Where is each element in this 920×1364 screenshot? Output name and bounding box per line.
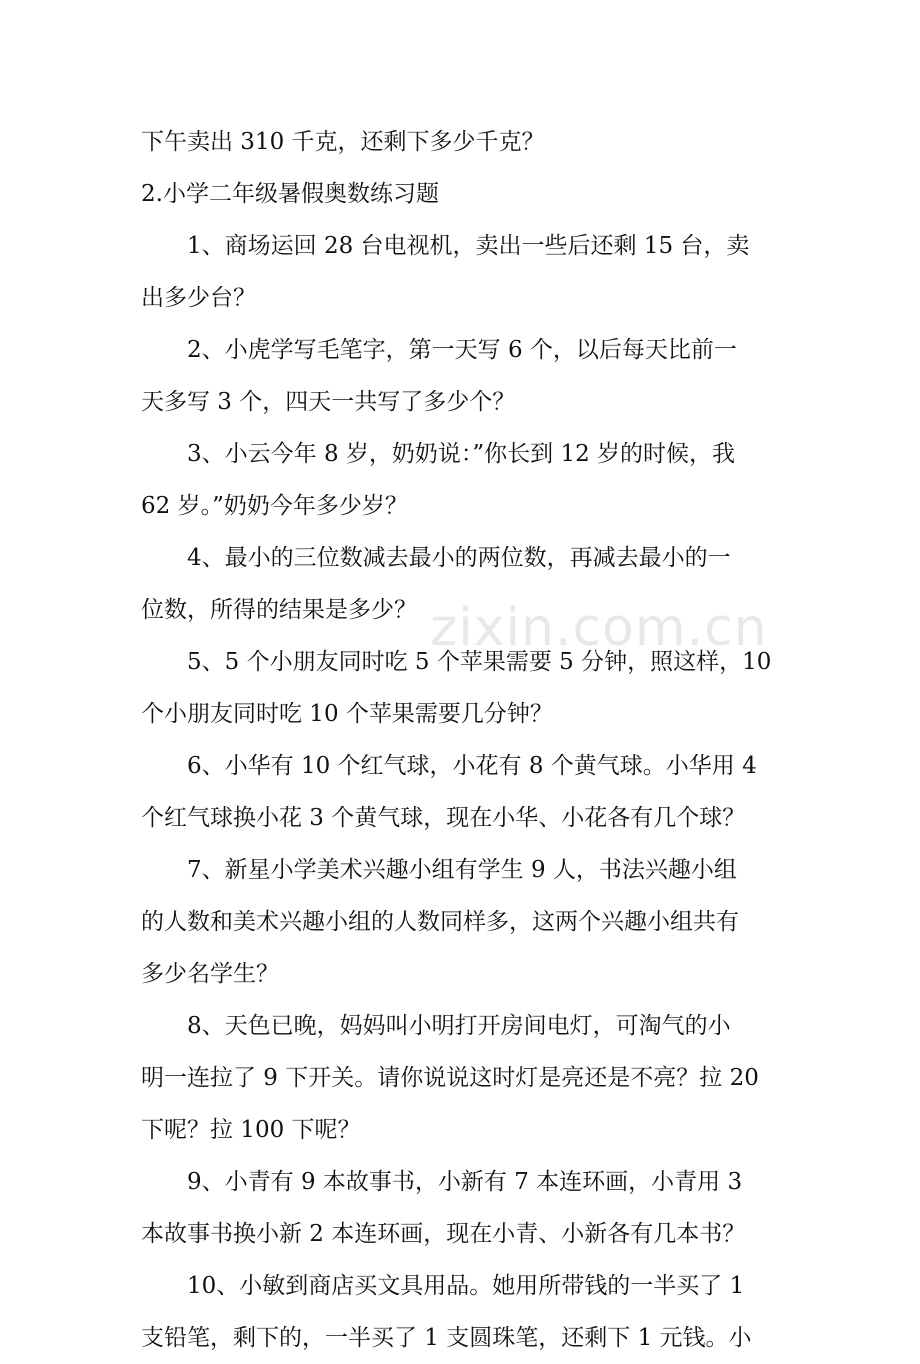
question-4 <box>141 532 789 636</box>
question-2-line-1: 2、小虎学写毛笔字，第一天写 6 个，以后每天比前一 <box>187 337 737 363</box>
question-5-line-2: 个小朋友同时吃 10 个苹果需要几分钟？ <box>141 701 553 727</box>
continued-line: 下午卖出 310 千克，还剩下多少千克？ <box>141 129 545 155</box>
question-3-line-2: 62 岁。”奶奶今年多少岁？ <box>141 493 408 519</box>
question-7-line-3: 多少名学生？ <box>141 961 279 987</box>
question-9-line-1: 9、小青有 9 本故事书，小新有 7 本连环画，小青用 3 <box>187 1169 743 1195</box>
watermark: zixin.com.cn <box>430 598 768 658</box>
question-8-line-3: 下呢？拉 100 下呢？ <box>141 1117 361 1143</box>
question-9 <box>141 1156 789 1260</box>
question-1-line-2: 出多少台？ <box>141 285 256 311</box>
section-heading: 2.小学二年级暑假奥数练习题 <box>141 181 439 207</box>
question-10-line-2: 支铅笔，剩下的，一半买了 1 支圆珠笔，还剩下 1 元钱。小 <box>141 1325 752 1351</box>
question-6-line-2: 个红气球换小花 3 个黄气球，现在小华、小花各有几个球？ <box>141 805 746 831</box>
question-10-line-1: 10、小敏到商店买文具用品。她用所带钱的一半买了 1 <box>187 1273 745 1299</box>
question-8-line-1: 8、天色已晚，妈妈叫小明打开房间电灯，可淘气的小 <box>187 1013 731 1039</box>
question-7-line-1: 7、新星小学美术兴趣小组有学生 9 人，书法兴趣小组 <box>187 857 737 883</box>
question-4-line-2: 位数，所得的结果是多少？ <box>141 597 417 623</box>
question-1-line-1: 1、商场运回 28 台电视机，卖出一些后还剩 15 台，卖 <box>187 233 750 259</box>
question-3-line-1: 3、小云今年 8 岁，奶奶说：”你长到 12 岁的时候，我 <box>187 441 736 467</box>
question-8-line-2: 明一连拉了 9 下开关。请你说说这时灯是亮还是不亮？拉 20 <box>141 1065 759 1091</box>
question-5 <box>141 636 789 740</box>
question-4-line-1: 4、最小的三位数减去最小的两位数，再减去最小的一 <box>187 545 731 571</box>
question-8 <box>141 1000 789 1156</box>
document-body <box>141 116 789 1364</box>
question-6 <box>141 740 789 844</box>
question-2 <box>141 324 789 428</box>
question-1 <box>141 220 789 324</box>
question-6-line-1: 6、小华有 10 个红气球，小花有 8 个黄气球。小华用 4 <box>187 753 757 779</box>
question-7 <box>141 844 789 1000</box>
question-3 <box>141 428 789 532</box>
question-10 <box>141 1260 789 1364</box>
question-9-line-2: 本故事书换小新 2 本连环画，现在小青、小新各有几本书？ <box>141 1221 746 1247</box>
question-2-line-2: 天多写 3 个，四天一共写了多少个？ <box>141 389 516 415</box>
question-7-line-2: 的人数和美术兴趣小组的人数同样多，这两个兴趣小组共有 <box>141 909 739 935</box>
question-5-line-1: 5、5 个小朋友同时吃 5 个苹果需要 5 分钟，照这样，10 <box>187 649 772 675</box>
